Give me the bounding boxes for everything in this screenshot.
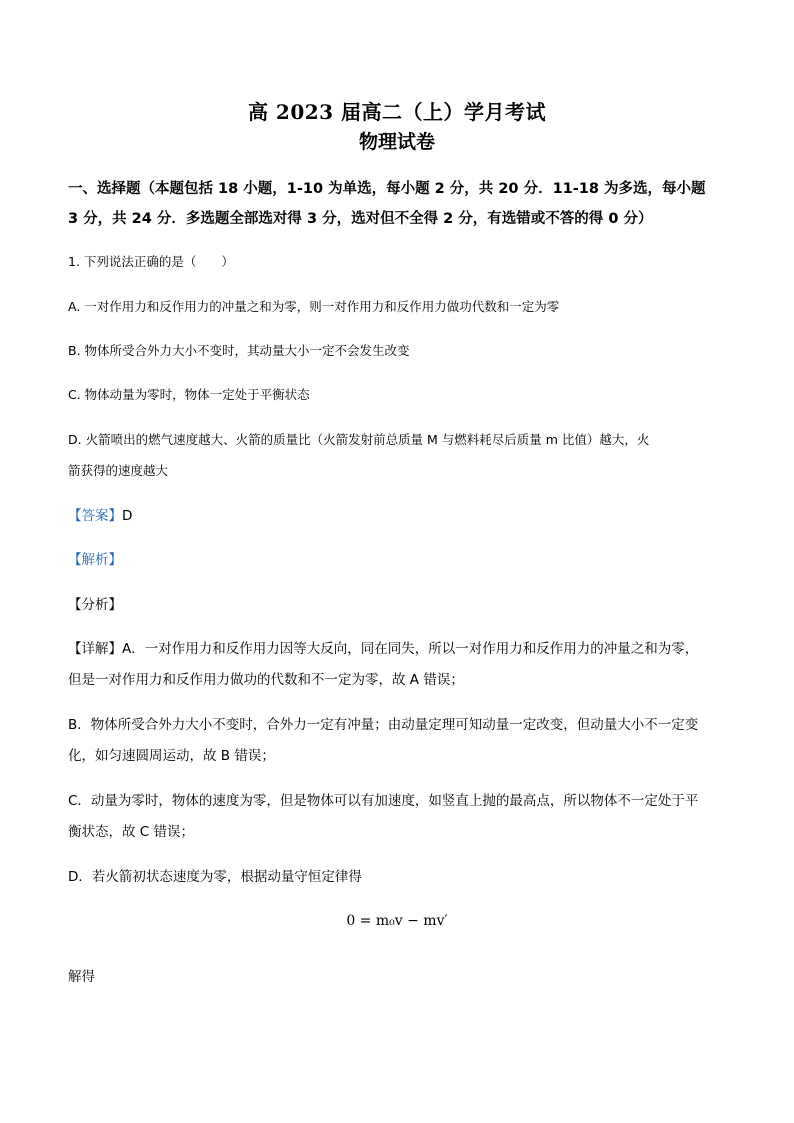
option-d-line-2: 箭获得的速度越大 (68, 463, 169, 478)
detail-paragraph-2-line-2: 化，如匀速圆周运动，故 B 错误； (68, 748, 275, 764)
momentum-formula: 0 = m₀v − mv′ (346, 913, 448, 929)
detail-paragraph-1-line-2: 但是一对作用力和反作用力做功的代数和不一定为零，故 A 错误； (68, 672, 464, 688)
option-a: A. 一对作用力和反作用力的冲量之和为零，则一对作用力和反作用力做功代数和一定为零 (68, 299, 560, 314)
option-c: C. 物体动量为零时，物体一定处于平衡状态 (68, 387, 310, 402)
exam-subtitle: 物理试卷 (358, 131, 435, 153)
exam-title: 高 2023 届高二（上）学月考试 (247, 100, 547, 124)
answer-line (68, 501, 738, 531)
question-stem: 1. 下列说法正确的是（ ） (68, 254, 234, 269)
detail-paragraph-1-line-1: 【详解】A．一对作用力和反作用力因等大反向，同在同失，所以一对作用力和反作用力的冲量之和为零， (68, 641, 699, 657)
detail-paragraph-4: D．若火箭初状态速度为零，根据动量守恒定律得 (68, 869, 362, 885)
section-instructions-line-2: 3 分，共 24 分．多选题全部选对得 3 分，选对但不全得 2 分，有选错或不答的得 0 分） (68, 211, 653, 227)
analysis-heading: 【分析】 (68, 597, 122, 613)
option-d-line-1: D. 火箭喷出的燃气速度越大、火箭的质量比（火箭发射前总质量 M 与燃料耗尽后质量 m 比值）越大，火 (68, 432, 650, 447)
detail-paragraph-2-line-1: B．物体所受合外力大小不变时，合外力一定有冲量；由动量定理可知动量一定改变，但动量大小不一定变 (68, 717, 699, 733)
detail-paragraph-5: 解得 (68, 969, 95, 985)
detail-paragraph-3-line-2: 衡状态，故 C 错误； (68, 824, 195, 840)
answer-tag: 【答案】 (68, 508, 122, 524)
answer-value: D (122, 508, 133, 524)
detail-paragraph-3-line-1: C．动量为零时，物体的速度为零，但是物体可以有加速度，如竖直上抛的最高点，所以物体不一定处于平 (68, 793, 699, 809)
section-instructions (68, 174, 738, 234)
section-instructions-line-1: 一、选择题（本题包括 18 小题，1-10 为单选，每小题 2 分，共 20 分．11-18 为多选，每小题 (68, 181, 706, 197)
analysis-tag: 【解析】 (68, 552, 122, 568)
option-b: B. 物体所受合外力大小不变时，其动量大小一定不会发生改变 (68, 343, 410, 358)
